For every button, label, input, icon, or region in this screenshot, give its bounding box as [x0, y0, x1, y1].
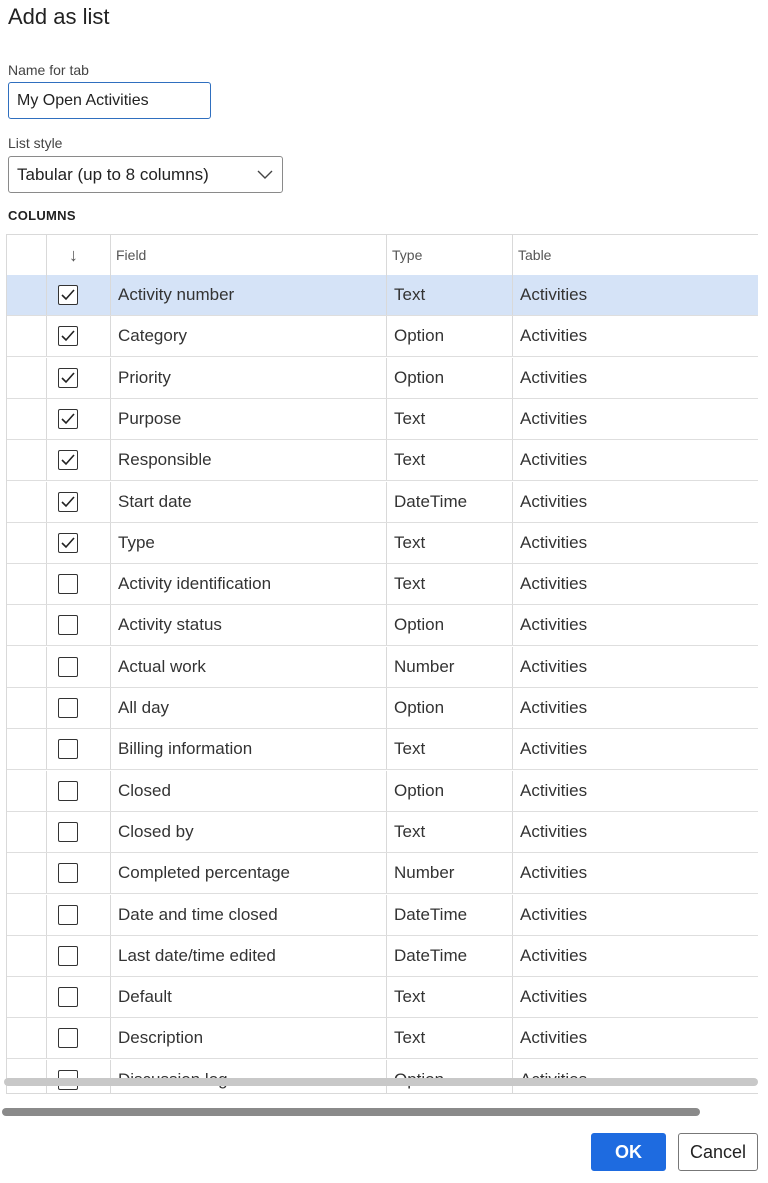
row-checkbox[interactable] [58, 946, 78, 966]
type-cell [387, 1060, 513, 1094]
list-style-selected-value: Tabular (up to 8 columns) [17, 164, 209, 184]
table-cell: Activities [520, 574, 588, 593]
row-checkbox-cell[interactable] [47, 812, 111, 852]
grid-horizontal-scrollbar[interactable] [4, 1078, 758, 1086]
row-selector[interactable] [7, 853, 47, 893]
row-checkbox[interactable] [58, 409, 78, 429]
field-cell: Activity identification [111, 564, 387, 604]
table-row[interactable] [7, 647, 758, 688]
row-selector[interactable] [7, 482, 47, 522]
row-selector[interactable] [7, 1018, 47, 1058]
checkmark-icon [61, 496, 75, 508]
row-checkbox[interactable] [58, 739, 78, 759]
type-cell: Text [387, 812, 513, 852]
type-cell: Text [387, 564, 513, 604]
table-row[interactable] [7, 853, 758, 894]
list-style-label: List style [8, 135, 63, 151]
row-selector[interactable] [7, 977, 47, 1017]
checkmark-icon [61, 372, 75, 384]
table-row[interactable] [7, 358, 758, 399]
field-cell: Category [111, 316, 387, 356]
type-cell: Text [387, 399, 513, 439]
row-selector[interactable] [7, 399, 47, 439]
checkbox-column-header[interactable] [47, 235, 111, 275]
row-checkbox-cell[interactable] [47, 523, 111, 563]
table-row[interactable] [7, 399, 758, 440]
row-selector[interactable] [7, 936, 47, 976]
table-row[interactable] [7, 977, 758, 1018]
row-checkbox-cell[interactable] [47, 729, 111, 769]
table-cell: Activities [520, 492, 588, 511]
table-row[interactable] [7, 729, 758, 770]
row-checkbox-cell[interactable] [47, 440, 111, 480]
type-cell: Option [387, 688, 513, 728]
field-cell: Actual work [111, 647, 387, 687]
dialog-horizontal-scrollbar[interactable] [2, 1108, 700, 1116]
table-row[interactable] [7, 771, 758, 812]
grid-header [7, 235, 758, 276]
row-checkbox-cell[interactable] [47, 605, 111, 645]
field-cell: Completed percentage [111, 853, 387, 893]
table-row[interactable] [7, 316, 758, 357]
type-cell: Option [387, 316, 513, 356]
row-checkbox[interactable] [58, 533, 78, 553]
chevron-down-icon [256, 165, 274, 183]
table-cell: Activities [520, 657, 588, 676]
table-row[interactable] [7, 1018, 758, 1059]
table-cell: Activities [520, 368, 588, 387]
table-cell: Activities [520, 739, 588, 758]
field-cell: Activity number [111, 275, 387, 315]
table-cell: Activities [520, 822, 588, 841]
cancel-button[interactable]: Cancel [678, 1133, 758, 1171]
list-style-dropdown[interactable] [8, 156, 283, 193]
field-cell: Closed [111, 771, 387, 811]
row-checkbox-cell[interactable] [47, 771, 111, 811]
checkmark-icon [61, 454, 75, 466]
field-cell: Priority [111, 358, 387, 398]
type-cell: DateTime [387, 936, 513, 976]
field-cell: Closed by [111, 812, 387, 852]
table-row[interactable] [7, 605, 758, 646]
row-checkbox[interactable] [58, 987, 78, 1007]
row-checkbox-cell[interactable] [47, 1018, 111, 1058]
row-checkbox-cell[interactable] [47, 564, 111, 604]
row-checkbox[interactable] [58, 326, 78, 346]
row-selector[interactable] [7, 688, 47, 728]
field-cell: Billing information [111, 729, 387, 769]
row-selector[interactable] [7, 316, 47, 356]
row-checkbox-cell[interactable] [47, 275, 111, 315]
type-cell: Text [387, 440, 513, 480]
type-cell: Text [387, 275, 513, 315]
ok-button[interactable]: OK [591, 1133, 666, 1171]
table-row[interactable] [7, 812, 758, 853]
table-cell: Activities [520, 863, 588, 882]
columns-heading: COLUMNS [8, 208, 76, 223]
row-selector[interactable] [7, 605, 47, 645]
field-cell: Last date/time edited [111, 936, 387, 976]
type-cell: Text [387, 1018, 513, 1058]
row-checkbox-cell[interactable] [47, 936, 111, 976]
table-column-header[interactable]: Table [518, 247, 552, 263]
checkmark-icon [61, 330, 75, 342]
table-row[interactable] [7, 482, 758, 523]
row-selector[interactable] [7, 729, 47, 769]
table-cell: Activities [520, 615, 588, 634]
row-selector[interactable] [7, 564, 47, 604]
field-cell: Default [111, 977, 387, 1017]
row-checkbox-cell[interactable] [47, 482, 111, 522]
table-cell: Activities [520, 326, 588, 345]
field-cell [111, 1060, 387, 1094]
table-row[interactable] [7, 523, 758, 564]
row-checkbox-cell[interactable] [47, 358, 111, 398]
row-checkbox-cell[interactable] [47, 688, 111, 728]
table-cell: Activities [520, 987, 588, 1006]
row-checkbox[interactable] [58, 368, 78, 388]
row-checkbox[interactable] [58, 781, 78, 801]
columns-grid [6, 234, 758, 1094]
row-checkbox-cell[interactable] [47, 853, 111, 893]
row-selector[interactable] [7, 895, 47, 935]
type-cell: Number [387, 647, 513, 687]
field-cell: Purpose [111, 399, 387, 439]
table-cell: Activities [520, 781, 588, 800]
row-selector-header[interactable] [7, 235, 47, 275]
row-checkbox-cell[interactable] [47, 647, 111, 687]
table-row[interactable] [7, 440, 758, 481]
type-cell: Option [387, 605, 513, 645]
row-selector[interactable] [7, 1060, 47, 1094]
row-checkbox[interactable] [58, 863, 78, 883]
table-cell: Activities [520, 1028, 588, 1047]
field-cell: Description [111, 1018, 387, 1058]
type-cell: Text [387, 977, 513, 1017]
table-cell: Activities [520, 450, 588, 469]
row-checkbox[interactable] [58, 657, 78, 677]
table-cell: Activities [520, 905, 588, 924]
row-checkbox[interactable] [58, 492, 78, 512]
row-checkbox-cell[interactable] [47, 316, 111, 356]
field-column-header[interactable]: Field [111, 235, 387, 275]
field-cell: Activity status [111, 605, 387, 645]
table-cell [513, 1060, 758, 1094]
type-cell: Option [387, 358, 513, 398]
row-checkbox[interactable] [58, 574, 78, 594]
row-checkbox-cell[interactable] [47, 399, 111, 439]
row-selector[interactable] [7, 275, 47, 315]
type-cell: Text [387, 523, 513, 563]
row-checkbox[interactable] [58, 615, 78, 635]
row-checkbox-cell[interactable] [47, 1060, 111, 1094]
table-cell: Activities [520, 698, 588, 717]
checkmark-icon [61, 289, 75, 301]
field-cell: Type [111, 523, 387, 563]
row-checkbox[interactable] [58, 698, 78, 718]
table-cell: Activities [520, 285, 588, 304]
checkmark-icon [61, 537, 75, 549]
row-checkbox[interactable] [58, 905, 78, 925]
field-cell: Date and time closed [111, 895, 387, 935]
dialog-title: Add as list [8, 4, 110, 29]
sort-descending-icon[interactable]: ↓ [69, 244, 78, 265]
row-selector[interactable] [7, 358, 47, 398]
table-row[interactable] [7, 688, 758, 729]
row-selector[interactable] [7, 440, 47, 480]
table-row[interactable] [7, 936, 758, 977]
type-column-header[interactable]: Type [387, 235, 513, 275]
checkmark-icon [61, 413, 75, 425]
row-checkbox[interactable] [58, 450, 78, 470]
row-selector[interactable] [7, 771, 47, 811]
row-checkbox[interactable] [58, 285, 78, 305]
row-checkbox-cell[interactable] [47, 977, 111, 1017]
name-for-tab-label: Name for tab [8, 62, 89, 78]
table-row[interactable] [7, 275, 758, 316]
row-selector[interactable] [7, 812, 47, 852]
name-for-tab-input[interactable] [8, 82, 211, 119]
table-row[interactable] [7, 1060, 758, 1094]
row-selector[interactable] [7, 647, 47, 687]
field-cell: Start date [111, 482, 387, 522]
field-cell: All day [111, 688, 387, 728]
table-row[interactable] [7, 564, 758, 605]
row-selector[interactable] [7, 523, 47, 563]
row-checkbox[interactable] [58, 1028, 78, 1048]
row-checkbox[interactable] [58, 822, 78, 842]
table-cell: Activities [520, 946, 588, 965]
type-cell: Number [387, 853, 513, 893]
table-cell: Activities [520, 533, 588, 552]
field-cell: Responsible [111, 440, 387, 480]
type-cell: DateTime [387, 895, 513, 935]
row-checkbox-cell[interactable] [47, 895, 111, 935]
type-cell: DateTime [387, 482, 513, 522]
type-cell: Text [387, 729, 513, 769]
table-cell: Activities [520, 409, 588, 428]
table-row[interactable] [7, 895, 758, 936]
type-cell: Option [387, 771, 513, 811]
